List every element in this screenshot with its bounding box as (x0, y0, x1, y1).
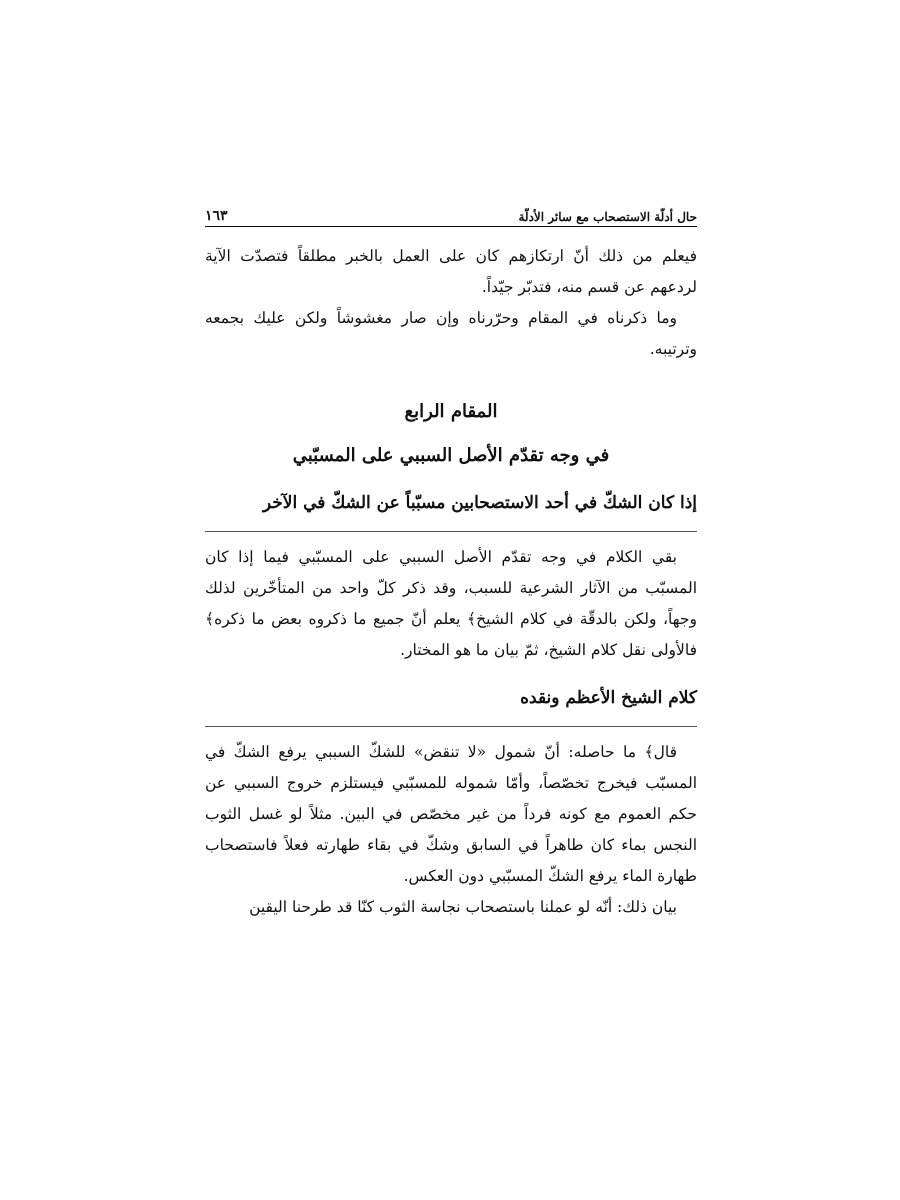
subsection-heading-2: كلام الشيخ الأعظم ونقده (520, 688, 697, 708)
section-heading: المقام الرابع (404, 401, 498, 422)
page-number: ١٦٣ (205, 208, 228, 224)
section-subheading: في وجه تقدّم الأصل السببي على المسبّبي (292, 445, 610, 466)
paragraph-3: بقي الكلام في وجه تقدّم الأصل السببي على المسبّبي فيما إذا كان المسبّب من الآثار الشرعية للسبب، وقد ذكر كلّ واحد من المتأخّرين لذلك وجهاً، ولكن بالدقّة في كلام الشيخ﴾ يعلم أنّ جميع ما ذكروه بعض ما ذكره﴾ فالأولى نقل كلام الشيخ، ثمّ بيان ما هو المختار. (205, 548, 697, 659)
subsection-heading: إذا كان الشكّ في أحد الاستصحابين مسبّباً عن الشكّ في الآخر (262, 493, 697, 513)
running-title: حال أدلّة الاستصحاب مع سائر الأدلّة (518, 210, 697, 224)
running-header (205, 196, 697, 227)
document-page (205, 196, 697, 923)
paragraph-1: فيعلم من ذلك أنّ ارتكازهم كان على العمل بالخبر مطلقاً فتصدّت الآية لردعهم عن قسم منه، فتدبّر جيّداً. (205, 247, 697, 296)
paragraph-4: قال﴾ ما حاصله: أنّ شمول «لا تنقض» للشكّ السببي يرفع الشكّ في المسبّب فيخرج تخصّصاً، وأمّا شموله للمسبّبي فيستلزم خروج السببي عن حكم العموم مع كونه فرداً من غير مخصّص في البين. مثلاً لو غسل الثوب النجس بماء كان طاهراً في السابق وشكّ في بقاء طهارته فعلاً فاستصحاب طهارة الماء يرفع الشكّ المسبّبي دون العكس. (205, 743, 697, 885)
paragraph-2: وما ذكرناه في المقام وحرّرناه وإن صار مغشوشاً ولكن عليك بجمعه وترتيبه. (205, 309, 697, 358)
heading-rule-2 (205, 726, 697, 727)
paragraph-5: بيان ذلك: أنّه لو عملنا باستصحاب نجاسة الثوب كنّا قد طرحنا اليقين (249, 898, 677, 916)
heading-rule (205, 531, 697, 532)
